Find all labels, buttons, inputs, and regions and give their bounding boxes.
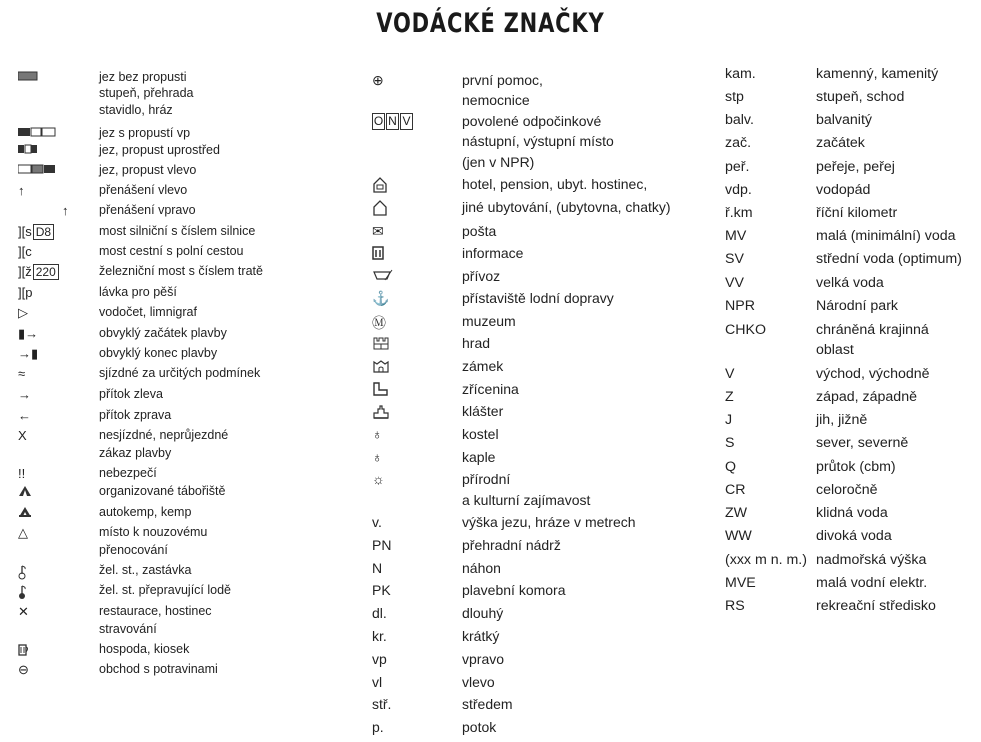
legend-description: lávka pro pěší: [99, 285, 177, 299]
onv-letter: V: [400, 113, 413, 130]
symbol-text: PK: [372, 582, 391, 598]
post-icon: [372, 223, 384, 240]
legend-description: žel. st. přepravující lodě: [99, 583, 232, 597]
symbol-text: WW: [725, 528, 752, 544]
info-icon: [372, 246, 384, 260]
symbol-text: S: [725, 435, 735, 451]
legend-description: stavidlo, hráz: [99, 103, 173, 117]
legend-description: přenášení vpravo: [99, 203, 196, 217]
legend-description: peřeje, peřej: [816, 159, 895, 175]
symbol-text: vl: [372, 674, 383, 690]
onv-letter: O: [373, 114, 384, 128]
symbol-text: ⚓: [372, 290, 390, 306]
abbreviation: [725, 66, 756, 82]
legend-description: kostel: [462, 426, 499, 442]
symbol-text: RS: [725, 598, 745, 614]
legend-description: sjízdné za určitých podmínek: [99, 366, 261, 380]
legend-description: střední voda (optimum): [816, 251, 962, 267]
symbol-text: Ⓜ: [372, 315, 386, 331]
legend-description: přenášení vlevo: [99, 183, 188, 197]
symbol-text: NPR: [725, 298, 755, 314]
field-road-bridge-icon: [18, 244, 32, 259]
symbol-text: VV: [725, 275, 744, 291]
legend-description: vpravo: [462, 651, 505, 667]
legend-description: potok: [462, 719, 497, 735]
legend-description: vodopád: [816, 182, 871, 198]
legend-description: místo k nouzovému: [99, 525, 208, 539]
conditional-icon: [18, 366, 25, 381]
legend-description: sever, severně: [816, 435, 909, 451]
abbreviation: [372, 582, 391, 598]
legend-description: přítok zprava: [99, 408, 172, 422]
church-icon: [372, 426, 383, 442]
symbol-text: ⊕: [372, 72, 384, 88]
symbol-text: kam.: [725, 66, 756, 82]
danger-icon: [18, 466, 25, 481]
symbol-text: V: [725, 366, 735, 382]
autocamp-icon: [18, 506, 32, 518]
symbol-text: ☼: [372, 471, 385, 487]
abbreviation: [725, 366, 734, 382]
train-stop-icon: [18, 564, 28, 580]
legend-description: žel. st., zastávka: [99, 563, 192, 577]
tributary-right-icon: [18, 408, 31, 423]
symbol-text: MV: [725, 228, 747, 244]
train-boat-icon: [18, 584, 28, 600]
monastery-icon: [372, 404, 390, 419]
abbreviation: [725, 205, 753, 221]
abbreviation: [725, 228, 746, 244]
legend-description: klidná voda: [816, 505, 888, 521]
symbol-text: PN: [372, 537, 392, 553]
abbreviation: [725, 435, 734, 451]
emergency-shelter-icon: [18, 525, 28, 541]
legend-description: začátek: [816, 135, 865, 151]
weir-passage-middle-icon: [18, 144, 38, 154]
abbreviation: [725, 575, 756, 591]
abbreviation: [725, 482, 746, 498]
legend-description: jiné ubytování, (ubytovna, chatky): [462, 199, 671, 215]
legend-description: nadmořská výška: [816, 552, 927, 568]
railway-bridge-icon: [18, 264, 59, 280]
legend-description: přenocování: [99, 543, 168, 557]
legend-description: jez s propustí vp: [99, 126, 191, 140]
legend-description: informace: [462, 245, 524, 261]
symbol-text: J: [725, 412, 733, 428]
campsite-icon: [18, 485, 32, 497]
tributary-left-icon: [18, 387, 31, 402]
symbol-text: v.: [372, 514, 382, 530]
symbol-text: ř.km: [725, 205, 753, 221]
legend-description: průtok (cbm): [816, 459, 896, 475]
legend-description: most silniční s číslem silnice: [99, 224, 256, 238]
legend-description: restaurace, hostinec: [99, 604, 212, 618]
legend-description: jih, jižně: [816, 412, 868, 428]
abbreviation: [725, 89, 744, 105]
legend-description: náhon: [462, 560, 501, 576]
symbol-text: ][p: [18, 285, 33, 300]
symbol-text: ♁: [372, 449, 383, 465]
legend-description: výška jezu, hráze v metrech: [462, 514, 636, 530]
legend-description: nemocnice: [462, 92, 530, 108]
legend-description: malá (minimální) voda: [816, 228, 956, 244]
legend-description: nesjízdné, neprůjezdné: [99, 428, 229, 442]
legend-description: hrad: [462, 335, 491, 351]
legend-description: obvyklý začátek plavby: [99, 326, 227, 340]
number-box: 220: [33, 264, 59, 280]
chapel-icon: [372, 449, 383, 465]
page-title: VODÁCKÉ ZNAČKY: [376, 8, 605, 39]
abbreviation: [725, 552, 807, 568]
legend-description: rekreační středisko: [816, 598, 936, 614]
legend-description: dlouhý: [462, 605, 504, 621]
museum-icon: [372, 313, 386, 333]
onv-icon: [372, 112, 414, 130]
legend-description: krátký: [462, 628, 500, 644]
symbol-text: kr.: [372, 628, 387, 644]
symbol-text: balv.: [725, 112, 754, 128]
legend-description: nástupní, výstupní místo: [462, 133, 614, 149]
legend-description: jez bez propusti: [99, 70, 187, 84]
abbreviation: [725, 112, 754, 128]
onv-letter: N: [386, 113, 399, 130]
legend-description: přehradní nádrž: [462, 537, 561, 553]
symbol-text: Q: [725, 459, 737, 475]
legend-description: autokemp, kemp: [99, 505, 192, 519]
symbol-text: ▷: [18, 305, 28, 320]
abbreviation: [372, 605, 387, 621]
legend-description: organizované tábořiště: [99, 484, 226, 498]
legend-description: zřícenina: [462, 381, 519, 397]
legend-description: vodočet, limnigraf: [99, 305, 197, 319]
end-icon: [18, 346, 38, 362]
legend-description: divoká voda: [816, 528, 892, 544]
symbol-text: Z: [725, 389, 734, 405]
legend-description: přístaviště lodní dopravy: [462, 290, 614, 306]
symbol-text: ←: [18, 408, 31, 423]
symbol-text: X: [18, 428, 27, 443]
legend-description: obchod s potravinami: [99, 662, 218, 676]
symbol-text: zač.: [725, 135, 752, 151]
abbreviation: [725, 182, 752, 198]
road-bridge-icon: [18, 224, 54, 240]
grocery-icon: [18, 662, 29, 678]
abbreviation: [725, 275, 744, 291]
symbol-text: ⊖: [18, 662, 29, 677]
abbreviation: [725, 459, 736, 475]
abbreviation: [725, 389, 734, 405]
legend-description: přítok zleva: [99, 387, 163, 401]
symbol-text: !!: [18, 466, 26, 481]
symbol-text: dl.: [372, 605, 387, 621]
symbol-text: CHKO: [725, 322, 766, 338]
abbreviation: [725, 298, 755, 314]
abbreviation: [372, 719, 384, 735]
symbol-text: ♁: [372, 426, 383, 442]
pub-icon: [18, 643, 30, 656]
legend-description: vlevo: [462, 674, 495, 690]
weir-passage-right-icon: [18, 127, 56, 137]
symbol-text: ✕: [18, 604, 29, 619]
portage-left-icon: [18, 183, 25, 198]
legend-description: pošta: [462, 223, 497, 239]
legend-description: říční kilometr: [816, 205, 898, 221]
symbol-text: ↑: [18, 183, 25, 198]
abbreviation: [725, 598, 745, 614]
legend-description: přívoz: [462, 268, 501, 284]
abbreviation: [725, 135, 751, 151]
abbreviation: [372, 560, 382, 576]
symbol-text: vdp.: [725, 182, 752, 198]
symbol-text: stp: [725, 89, 744, 105]
symbol-text: →: [18, 387, 31, 402]
legend-description: most cestní s polní cestou: [99, 244, 244, 258]
chateau-icon: [372, 359, 390, 373]
abbreviation: [372, 651, 387, 667]
legend-description: západ, západně: [816, 389, 917, 405]
abbreviation: [725, 412, 732, 428]
symbol-text: p.: [372, 719, 384, 735]
weir-passage-left-icon: [18, 164, 56, 174]
symbol-text: ▮→: [18, 326, 39, 341]
legend-description: klášter: [462, 403, 504, 419]
legend-description: první pomoc,: [462, 72, 543, 88]
first-aid-icon: [372, 72, 384, 89]
ferry-icon: [372, 269, 394, 281]
symbol-text: MVE: [725, 575, 756, 591]
abbreviation: [725, 322, 766, 338]
legend-description: oblast: [816, 342, 854, 358]
legend-description: malá vodní elektr.: [816, 575, 928, 591]
symbol-text: ↑: [62, 203, 69, 218]
symbol-text: ][c: [18, 244, 32, 259]
legend-description: muzeum: [462, 313, 516, 329]
abbreviation: [725, 251, 744, 267]
legend-description: hotel, pension, ubyt. hostinec,: [462, 176, 648, 192]
gauge-icon: [18, 305, 28, 321]
symbol-text: ZW: [725, 505, 748, 521]
other-lodging-icon: [372, 200, 388, 216]
abbreviation: [725, 505, 747, 521]
symbol-text: stř.: [372, 696, 392, 712]
natural-interest-icon: [372, 471, 385, 487]
abbreviation: [725, 528, 752, 544]
hotel-icon: [372, 177, 388, 193]
legend-description: celoročně: [816, 482, 878, 498]
legend-description: zámek: [462, 358, 504, 374]
symbol-text: △: [18, 525, 28, 540]
start-icon: [18, 326, 38, 342]
abbreviation: [372, 628, 387, 644]
abbreviation: [372, 674, 382, 690]
symbol-text: CR: [725, 482, 746, 498]
symbol-text: ✉: [372, 223, 384, 239]
legend-description: jez, propust vlevo: [99, 163, 197, 177]
abbreviation: [372, 537, 391, 553]
symbol-text: ≈: [18, 366, 26, 381]
legend-description: východ, východně: [816, 366, 930, 382]
abbreviation: [372, 696, 391, 712]
symbol-text: ][ž: [18, 264, 32, 279]
legend-description: zákaz plavby: [99, 446, 172, 460]
legend-description: velká voda: [816, 275, 884, 291]
legend-description: plavební komora: [462, 582, 566, 598]
restaurant-icon: [18, 604, 29, 620]
legend-description: stupeň, schod: [816, 89, 905, 105]
legend-description: kaple: [462, 449, 496, 465]
symbol-text: peř.: [725, 159, 750, 175]
legend-description: obvyklý konec plavby: [99, 346, 218, 360]
legend-description: jez, propust uprostřed: [99, 143, 220, 157]
castle-icon: [372, 336, 390, 350]
legend-description: balvanitý: [816, 112, 872, 128]
legend-description: hospoda, kiosek: [99, 642, 190, 656]
symbol-text: N: [372, 560, 383, 576]
symbol-text: →▮: [18, 346, 39, 361]
footbridge-icon: [18, 285, 32, 300]
symbol-text: (xxx m n. m.): [725, 552, 807, 568]
legend-description: nebezpečí: [99, 466, 157, 480]
abbreviation: [725, 159, 749, 175]
legend-description: Národní park: [816, 298, 899, 314]
legend-description: a kulturní zajímavost: [462, 492, 591, 508]
portage-right-icon: [62, 203, 69, 218]
anchor-icon: [372, 290, 389, 307]
legend-description: přírodní: [462, 471, 511, 487]
impassable-icon: [18, 428, 27, 443]
abbreviation: [372, 514, 382, 530]
symbol-text: SV: [725, 251, 744, 267]
legend-description: povolené odpočinkové: [462, 113, 602, 129]
symbol-text: vp: [372, 651, 387, 667]
legend-description: (jen v NPR): [462, 154, 535, 170]
number-box: D8: [33, 224, 54, 240]
weir-no-passage-icon: [18, 71, 38, 81]
legend-description: železniční most s číslem tratě: [99, 264, 263, 278]
legend-description: stupeň, přehrada: [99, 86, 194, 100]
symbol-text: ][s: [18, 224, 32, 239]
legend-description: středem: [462, 696, 513, 712]
legend-description: chráněná krajinná: [816, 322, 929, 338]
legend-description: stravování: [99, 622, 157, 636]
legend-description: kamenný, kamenitý: [816, 66, 939, 82]
ruin-icon: [372, 382, 388, 396]
